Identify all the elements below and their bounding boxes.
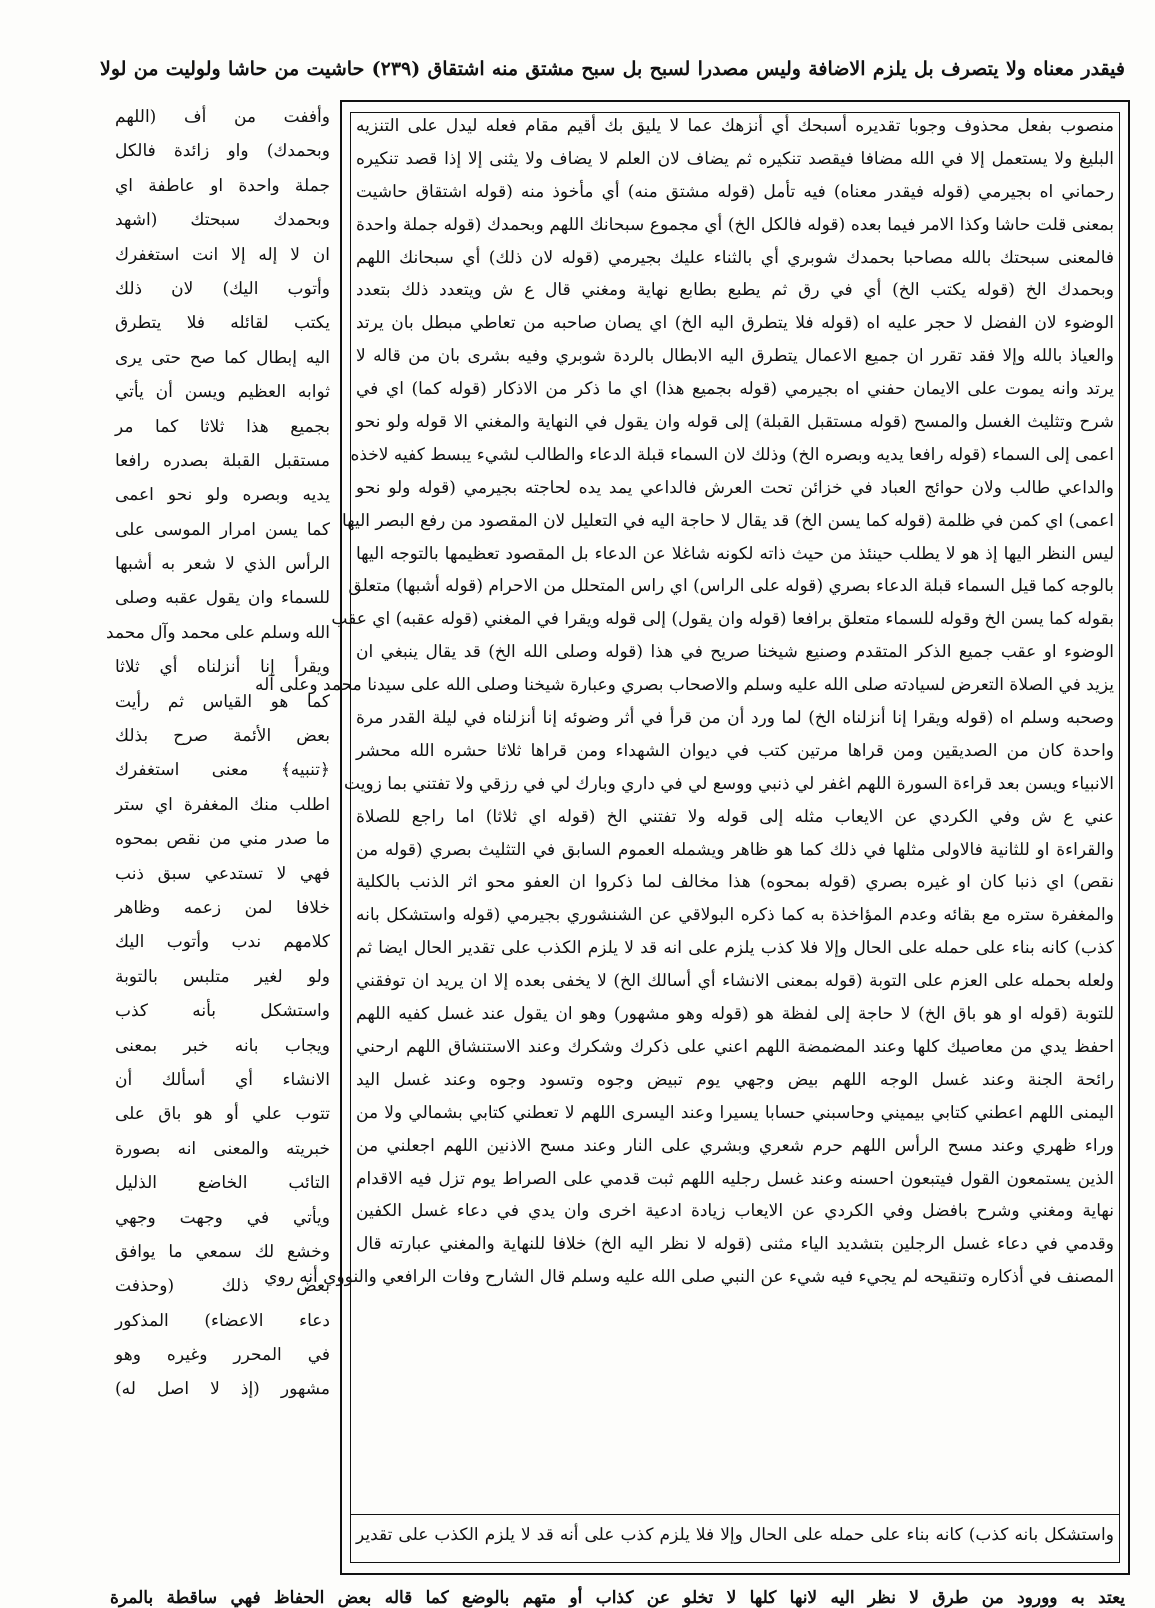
commentary-line: بقوله كما يسن الخ وقوله للسماء متعلق برافعا (قوله وان يقول) إلى قوله ويقرا في المغني (قوله عقبه) اي عقب — [331, 609, 1114, 630]
commentary-line: يزيد في الصلاة التعرض لسيادته صلى الله عليه وسلم والاصحاب بصري وعبارة شيخنا وصلى الله على سيدنا محمد وعلى آله — [254, 675, 1114, 696]
commentary-line: للتوبة (قوله او هو باق الخ) لا حاجة إلى لفظة هو (قوله وهو مشهور) وهو ان يقول عند غسل كفيه اللهم — [356, 1004, 1114, 1025]
commentary-line: والداعي طالب ولان حوائج العباد في خزائن تحت العرش فالداعي يمد يده لحاجته بجيرمي (قوله ولو نحو — [356, 477, 1114, 498]
commentary-line: الذين يستمعون القول فيتبعون احسنه وعند غسل رجليه اللهم ثبت قدمي على الصراط يوم تزل فيه الاقدام — [356, 1168, 1114, 1189]
commentary-line: رحماني اه بجيرمي (قوله فيقدر معناه) فيه تأمل (قوله مشتق منه) أي مأخوذ منه (قوله اشتقاق حاشيت — [356, 181, 1114, 202]
margin-line: ان لا إله إلا انت استغفرك — [115, 244, 330, 265]
margin-line: اليه إبطال كما صح حتى يرى — [115, 347, 330, 368]
margin-line: ولو لغير متلبس بالتوبة — [115, 966, 330, 987]
bottom-continuation-line: يعتد به وورود من طرق لا نظر اليه لانها كلها لا تخلو عن كذاب أو متهم بالوضع كما قاله بعض الحفاظ فهي ساقطة بالمرة — [110, 1588, 1126, 1608]
margin-line: خبريته والمعنى انه بصورة — [115, 1138, 330, 1159]
margin-line: مشهور (إذ لا اصل له) — [115, 1379, 330, 1400]
margin-line: للسماء وان يقول عقبه وصلى — [115, 588, 330, 609]
margin-line: ويأتي في وجهت وجهي — [115, 1207, 330, 1228]
margin-line: ويقرأ إنا أنزلناه أي ثلاثا — [115, 657, 330, 678]
footnote-divider — [350, 1514, 1120, 1515]
margin-line: خلافا لمن زعمه وظاهر — [115, 897, 330, 918]
commentary-line: الوضوء او عقب جميع الذكر المتقدم وصنيع شيخنا صريح في هذا (قوله وصلى الله الخ) قد يقال ينبغي ان — [356, 642, 1114, 663]
commentary-line: احفظ يدي من معاصيك كلها وعند المضمضة اللهم اعني على ذكرك وشكرك وعند الاستنشاق اللهم ارحني — [356, 1036, 1114, 1057]
footnote-line: واستشكل بانه كذب) كانه بناء على حمله على الحال وإلا فلا يلزم كذب على أنه قد لا يلزم الكذب على تقدير — [356, 1525, 1114, 1545]
commentary-line: الوضوء لان الفضل لا حجر عليه اه (قوله فلا يتطرق اليه الخ) اي يصان صاحبه من تعاطي مبطل بان يرتد — [356, 313, 1114, 334]
commentary-line: اليمنى اللهم اعطني كتابي بيميني وحاسبني حسابا يسيرا وعند اليسرى اللهم لا تعطني كتابي بشمالي ولا من — [356, 1102, 1114, 1123]
margin-line: يكتب لقائله فلا يتطرق — [115, 313, 330, 334]
margin-line: ما صدر مني من نقص بمحوه — [115, 829, 330, 850]
commentary-line: البليغ ولا يستعمل إلا في الله مضافا فيقصد تنكيره ثم يضاف لان العلم لا يضاف ولا يثنى إلا إذا قصد تنكيره — [356, 148, 1114, 169]
margin-line: بعض ذلك (وحذفت — [115, 1276, 330, 1297]
commentary-line: وبحمدك الخ (قوله يكتب الخ) أي في رق ثم يطبع بطابع نهاية ومغني قال ع ش ويتعدد ذلك بتعدد — [356, 280, 1114, 301]
margin-line: واستشكل بأنه كذب — [115, 1001, 330, 1022]
margin-line: جملة واحدة او عاطفة اي — [115, 175, 330, 196]
commentary-line: وصحبه وسلم اه (قوله ويقرا إنا أنزلناه الخ) لما ورد أن من قرأ في أثر وضوئه إنا أنزلناه في ليلة القدر مرة — [356, 708, 1114, 729]
commentary-line: يرتد وانه يموت على الايمان حفني اه بجيرمي (قوله بجميع هذا) اي ما ذكر من الاذكار (قوله كما) اي في — [356, 379, 1114, 400]
commentary-line: اعمى) اي كمن في ظلمة (قوله كما يسن الخ) قد يقال لا حاجة اليه في التعليل لان المقصود من رفع البصر اليها — [341, 510, 1114, 531]
margin-line: ثوابه العظيم ويسن أن يأتي — [115, 382, 330, 403]
commentary-line: بمعنى قلت حاشا وكذا الامر فيما بعده (قوله فالكل الخ) أي مجموع سبحانك اللهم وبحمدك (قوله جملة واحدة — [356, 214, 1114, 235]
commentary-line: شرح وتثليث الغسل والمسح (قوله مستقبل القبلة) إلى قوله وان يقول في النهاية والمغني الا قوله ولو نحو — [356, 412, 1114, 433]
margin-line: مستقبل القبلة بصدره رافعا — [115, 450, 330, 471]
margin-line: يديه وبصره ولو نحو اعمى — [115, 485, 330, 506]
margin-line: دعاء الاعضاء) المذكور — [115, 1310, 330, 1331]
commentary-line: نهاية ومغني وشرح بافضل وفي الكردي عن الايعاب زيادة ادعية اخرى وان يدي في دعاء غسل الكفين — [356, 1201, 1114, 1222]
margin-line: وأتوب اليك) لان ذلك — [115, 278, 330, 299]
margin-line: بجميع هذا ثلاثا كما مر — [115, 416, 330, 437]
commentary-line: فالمعنى سبحتك بالله مصاحبا بحمدك شوبري أي بالثناء عليك بجيرمي (قوله لان ذلك) أي سبحانك اللهم — [356, 247, 1114, 268]
commentary-frame — [254, 100, 1130, 1575]
margin-line: كما هو القياس ثم رأيت — [115, 691, 330, 712]
commentary-line: بالوجه كما قيل السماء قبلة الدعاء بصري (قوله على الراس) اي راس المتحلل من الاحرام (قوله أشبها) متعلق — [348, 576, 1114, 597]
commentary-line: الانبياء ويسن بعد قراءة السورة اللهم اغفر لي ذنبي ووسع لي في داري وبارك لي في رزقي ولا تفتني بما زويت — [344, 773, 1114, 794]
margin-line: كلامهم ندب وأتوب اليك — [115, 932, 330, 953]
commentary-line: عني ع ش وفي الكردي عن الايعاب مثله إلى قوله ولا تفتني الخ (قوله اي ثلاثا) اما راجع للصلاة — [356, 806, 1114, 827]
commentary-line: اعمى إلى السماء (قوله رافعا يديه وبصره الخ) وذلك لان السماء قبلة الدعاء والطالب لشيء يبسط كفيه لاخذه — [350, 444, 1114, 465]
margin-line: وخشع لك سمعي ما يوافق — [115, 1241, 330, 1262]
commentary-text-column — [254, 110, 1114, 1490]
margin-line: ﴿تنبيه﴾ معنى استغفرك — [115, 760, 330, 781]
margin-line: ويجاب بانه خبر بمعنى — [115, 1035, 330, 1056]
commentary-line: وراء ظهري وعند مسح الرأس اللهم حرم شعري وبشري على النار وعند مسح الاذنين اللهم اجعلني من — [356, 1135, 1114, 1156]
commentary-line: كذب) كانه بناء على حمله على الحال وإلا فلا كذب يلزم على انه قد لا يلزم الكذب على تقدير الحال ايضا ثم — [356, 938, 1114, 959]
margin-line: بعض الأئمة صرح بذلك — [115, 726, 330, 747]
running-header: فيقدر معناه ولا يتصرف بل يلزم الاضافة وليس مصدرا لسبح بل سبح مشتق منه اشتقاق (٢٣٩) حاشيت من حاشا ولوليت من لولا — [100, 58, 1125, 80]
margin-line: فهي لا تستدعي سبق ذنب — [115, 863, 330, 884]
commentary-line: ولعله بحمله على العزم على التوبة (قوله بمعنى الانشاء أي أسالك الخ) لا يخفى بعده إلا ان يريد ان توفقني — [356, 971, 1114, 992]
margin-line: التائب الخاضع الذليل — [115, 1173, 330, 1194]
margin-line: وبحمدك سبحتك (اشهد — [115, 210, 330, 231]
margin-text-column — [106, 100, 330, 1578]
commentary-line: المصنف في أذكاره وتنقيحه لم يجيء فيه شيء عن النبي صلى الله عليه وسلم قال الشارح وفات الرافعي والنووي أنه روي — [264, 1267, 1114, 1288]
margin-line: اطلب منك المغفرة اي ستر — [115, 794, 330, 815]
commentary-line: والعياذ بالله وإلا فقد تقرر ان جميع الاعمال يتطرق اليه الابطال بالردة شوبري وفيه بشرى بان من قاله لا — [356, 346, 1114, 367]
margin-line: وبحمدك) واو زائدة فالكل — [115, 141, 330, 162]
margin-line: كما يسن امرار الموسى على — [115, 519, 330, 540]
margin-line: تتوب علي أو هو باق على — [115, 1104, 330, 1125]
margin-line: الانشاء أي أسألك أن — [115, 1069, 330, 1090]
margin-line: الله وسلم على محمد وآل محمد — [106, 622, 330, 643]
commentary-line: نقص) اي ذنبا كان او غيره بصري (قوله بمحوه) هذا مخالف لما ذكروا ان العفو محو اثر الذنب بالكلية — [356, 872, 1114, 893]
commentary-line: ليس النظر اليها إذ هو لا يطلب حينئذ من حيث ذاته لكونه شاغلا عن الدعاء بل المقصود تعظيمها بالتوجه اليها — [356, 543, 1114, 564]
commentary-line: منصوب بفعل محذوف وجوبا تقديره أسبحك أي أنزهك عما لا يليق بك أقيم مقام فعله ليدل على التنزيه — [356, 116, 1114, 136]
commentary-line: وقدمي في دعاء غسل الرجلين بتشديد الياء مثنى (قوله لا نظر اليه الخ) خلافا للنهاية والمغني عبارته قال — [356, 1234, 1114, 1255]
commentary-line: والمغفرة ستره مع بقائه وعدم المؤاخذة به كما ذكره البولاقي عن الشنشوري بجيرمي (قوله واستشكل بانه — [356, 905, 1114, 926]
margin-line: وأففت من أف (اللهم — [115, 107, 330, 127]
margin-line: في المحرر وغيره وهو — [115, 1345, 330, 1366]
commentary-line: رائحة الجنة وعند غسل الوجه اللهم بيض وجهي يوم تبيض وجوه وتسود وجوه وعند غسل اليد — [356, 1069, 1114, 1090]
margin-line: الرأس الذي لا شعر به أشبها — [115, 554, 330, 575]
commentary-line: والقراءة او للثانية فالاولى مثلها في ذلك كما هو ظاهر ويشمله العموم السابق في التثليث بصري (قوله من — [356, 839, 1114, 860]
commentary-line: واحدة كان من الصديقين ومن قراها مرتين كتب في ديوان الشهداء ومن قراها ثلاثا حشره الله محشر — [356, 740, 1114, 761]
